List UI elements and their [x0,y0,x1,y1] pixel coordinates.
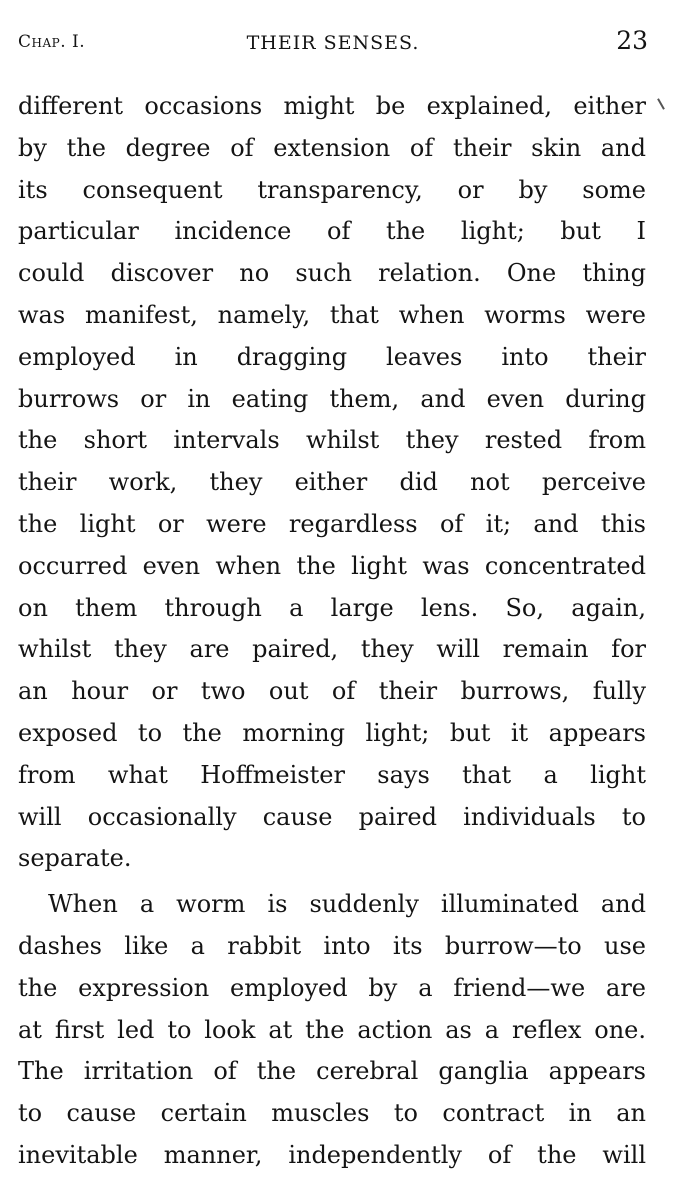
text-line: an hour or two out of their burrows, fully [18,677,646,706]
text-line: the expression employed by a friend—we are [18,973,646,1002]
text-line: could discover no such relation. One thing [18,259,646,288]
text-line: inevitable manner, independently of the will [18,1140,646,1169]
text-line: When a worm is suddenly illuminated and [48,890,646,919]
page-number: 23 [616,26,648,55]
body-text [18,86,646,1177]
text-line: will occasionally cause paired individuals to [18,802,646,831]
text-line: their work, they either did not perceive [18,468,646,497]
text-line: on them through a large lens. So, again, [18,593,646,622]
text-line: at first led to look at the action as a reflex one. [18,1015,646,1044]
text-line: occurred even when the light was concentrated [18,551,646,580]
text-line: separate. [18,844,132,873]
paragraph [18,86,646,880]
text-line: from what Hoffmeister says that a light [18,760,646,789]
text-line: dashes like a rabbit into its burrow—to use [18,931,646,960]
text-line: its consequent transparency, or by some [18,175,646,204]
running-head [18,26,648,60]
text-line: whilst they are paired, they will remain for [18,635,646,664]
chapter-label: Chap. I. [18,32,86,52]
text-line: the light or were regardless of it; and this [18,509,646,538]
text-line: exposed to the morning light; but it appears [18,718,646,747]
text-line: the short intervals whilst they rested from [18,426,646,455]
text-line: particular incidence of the light; but I [18,217,646,246]
text-line: employed in dragging leaves into their [18,342,646,371]
text-line: different occasions might be explained, either [18,92,646,120]
margin-mark [657,98,665,109]
running-title: THEIR SENSES. [246,32,420,54]
text-line: by the degree of extension of their skin and [18,133,646,162]
text-line: The irritation of the cerebral ganglia appears [18,1057,646,1086]
text-line: to cause certain muscles to contract in an [18,1099,646,1128]
paragraph [18,884,646,1177]
text-line: burrows or in eating them, and even during [18,384,646,413]
text-line: was manifest, namely, that when worms were [18,300,646,329]
